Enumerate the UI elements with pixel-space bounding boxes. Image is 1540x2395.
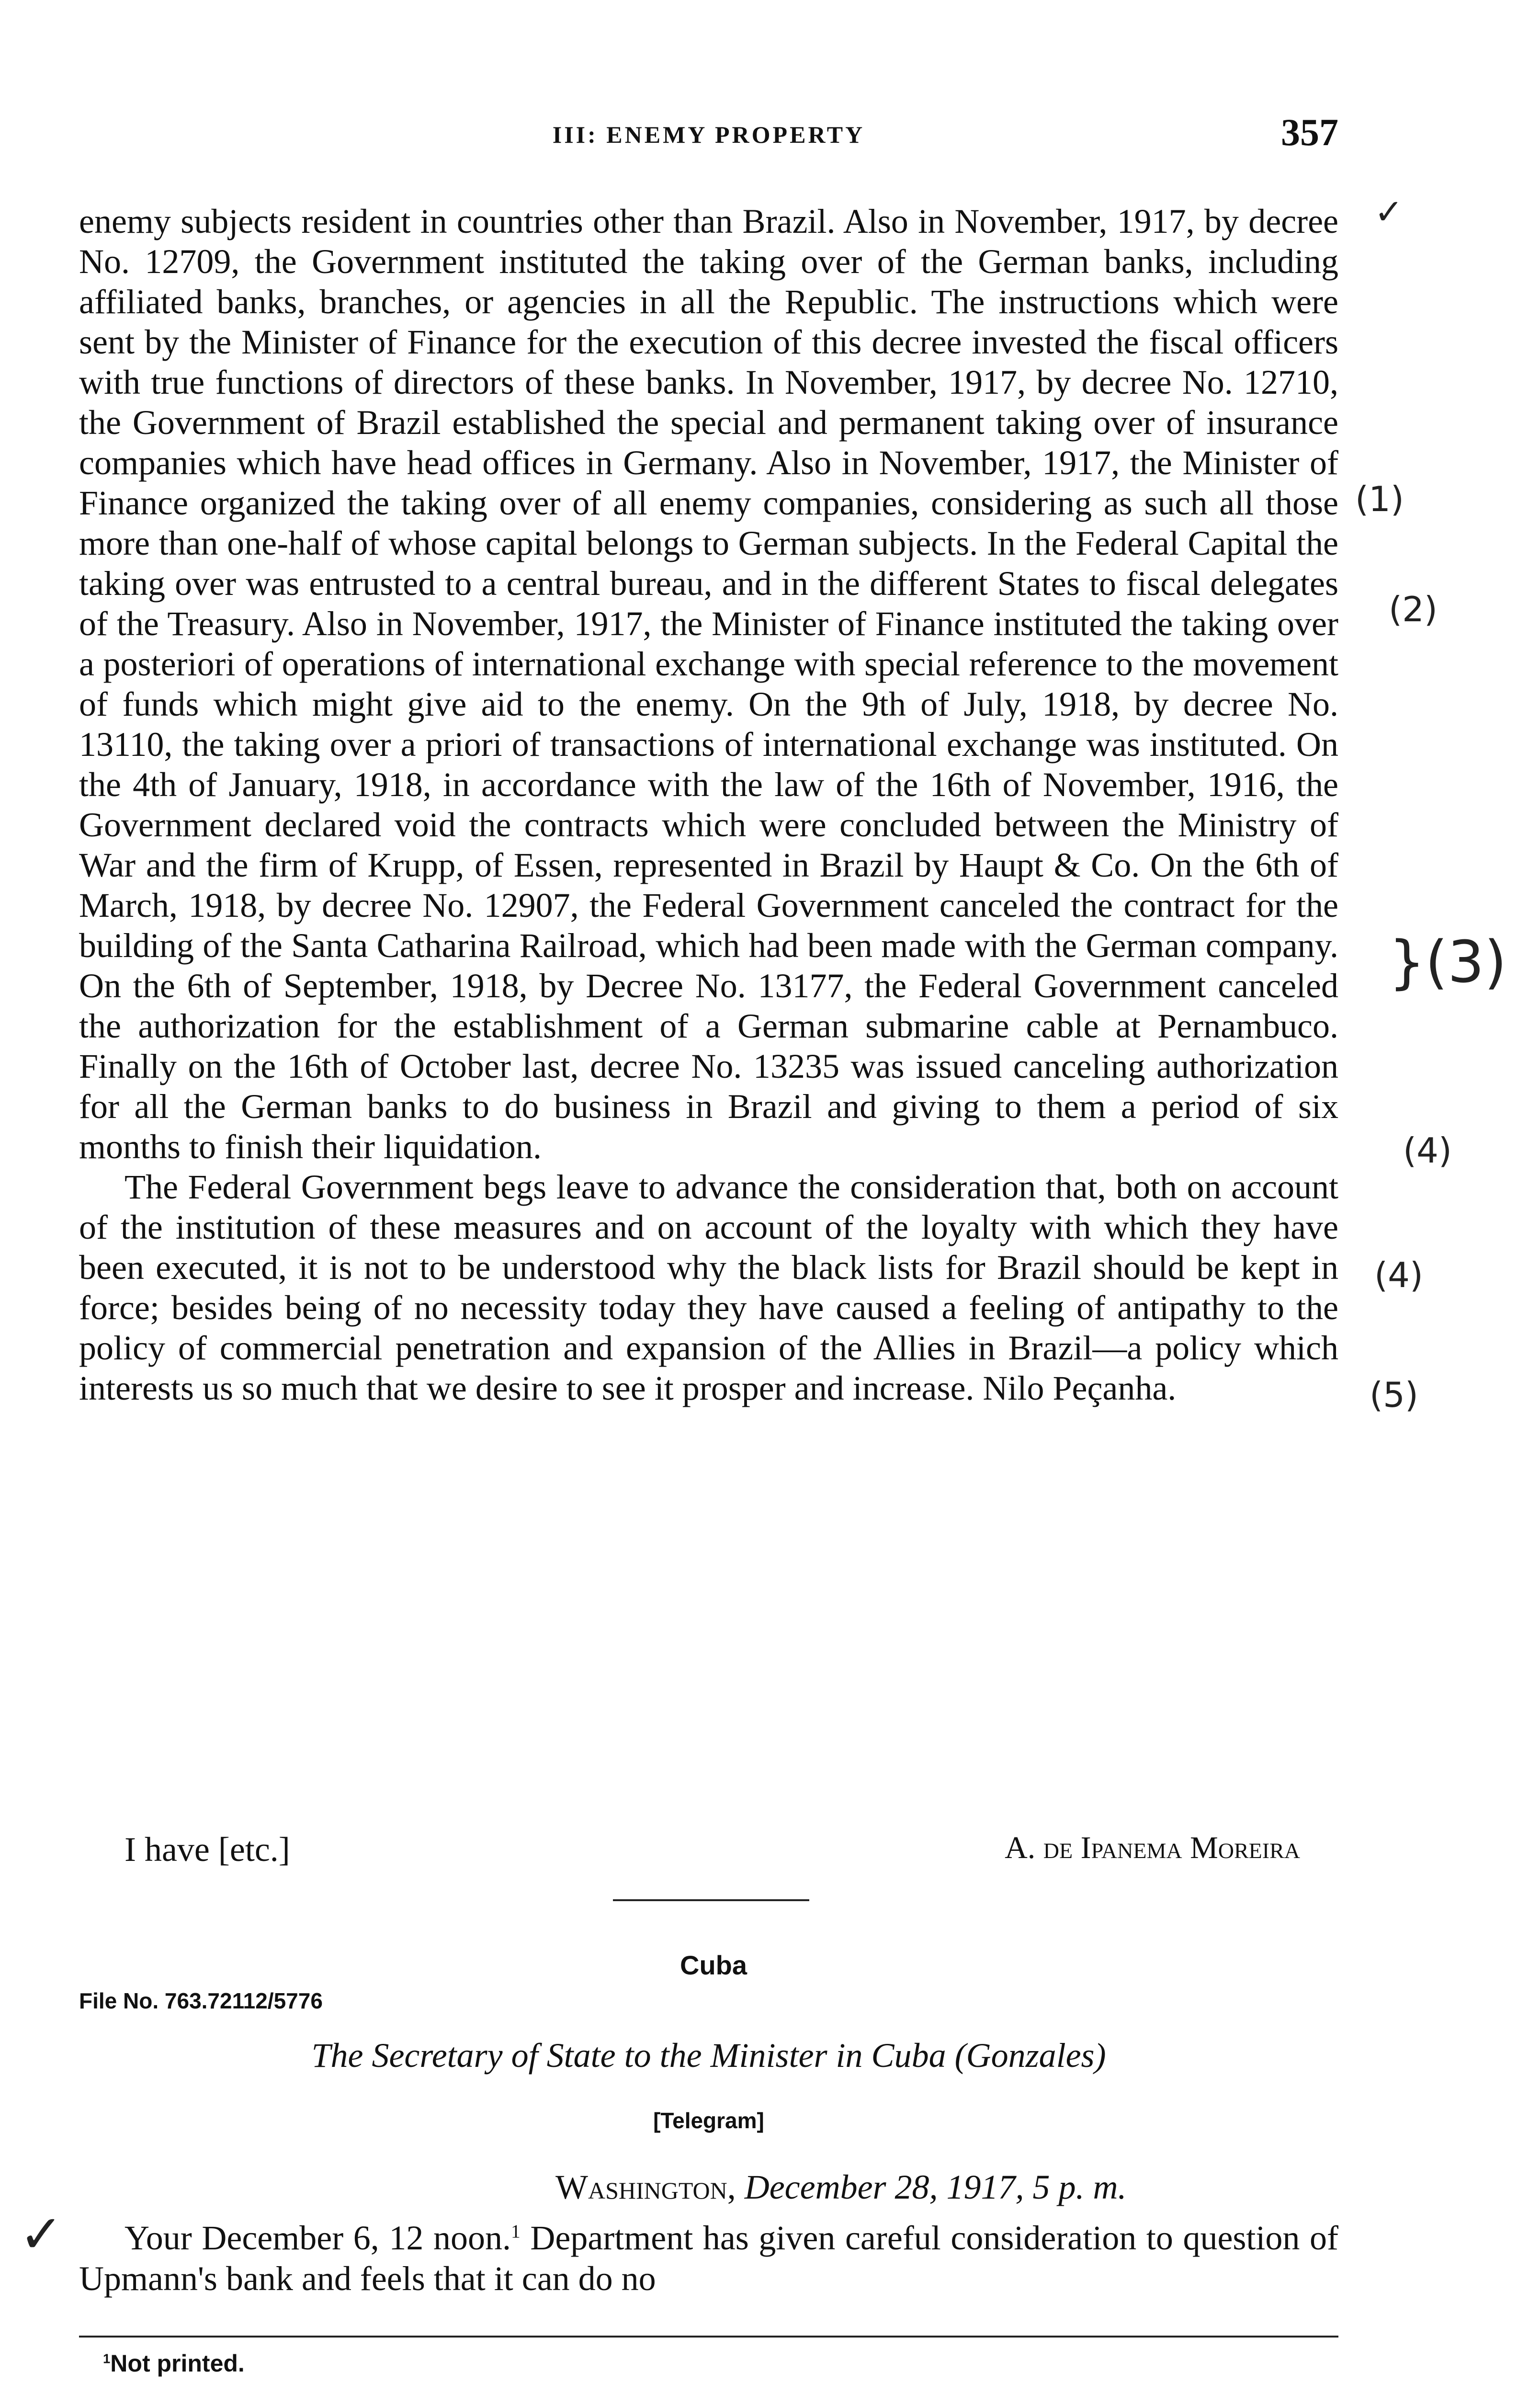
paragraph-consideration: The Federal Government begs leave to advance the consideration that, both on account of the institution of these measures and on account of the loyalty with which they have been executed, it is not to be understood why the black lists for Brazil should be kept in force; besides being of no necessity today they have caused a feeling of antipathy to the policy of commercial penetration and expansion of the Allies in Brazil—a policy which interests us so much that we desire to see it prosper and increase. Nilo Peçanha.	[79, 1168, 1338, 1407]
running-header	[79, 114, 1338, 167]
margin-note-4b: (4)	[1374, 1255, 1423, 1295]
footnote-mark: 1	[103, 2351, 111, 2366]
body-text	[79, 201, 1338, 1408]
section-divider	[613, 1899, 809, 1901]
margin-check-mark: ✓	[1374, 192, 1404, 232]
telegram-label: [Telegram]	[653, 2108, 764, 2133]
telegram-text-start: Your December 6, 12 noon.	[125, 2219, 511, 2257]
signature: A. de Ipanema Moreira	[1005, 1830, 1300, 1865]
dateline	[555, 2167, 1127, 2207]
running-title: III: ENEMY PROPERTY	[552, 121, 865, 148]
telegram-paragraph	[79, 2218, 1338, 2299]
salutation: I have [etc.]	[125, 1830, 290, 1869]
footnote-reference: 1	[510, 2221, 521, 2242]
margin-note-5: (5)	[1370, 1375, 1418, 1415]
document-title	[79, 2036, 1338, 2076]
margin-note-1: (1)	[1355, 479, 1404, 519]
document-title-name: (Gonzales)	[954, 2036, 1106, 2075]
footnote-divider	[79, 2336, 1338, 2338]
footnote	[103, 2349, 245, 2377]
document-title-text: The Secretary of State to the Minister in Cuba	[311, 2036, 946, 2075]
margin-check-mark-2: ✓	[19, 2203, 64, 2265]
section-heading: Cuba	[680, 1950, 747, 1980]
dateline-date: December 28, 1917, 5 p. m.	[744, 2168, 1127, 2206]
margin-note-2: (2)	[1389, 589, 1438, 629]
file-number: File No. 763.72112/5776	[79, 1988, 323, 2013]
paragraph-continued: enemy subjects resident in countries other than Brazil. Also in November, 1917, by decree No. 12709, the Government instituted the taking over of the German banks, including affiliated banks, branches, or agencies in all the Republic. The instructions which were sent by the Minister of Finance for the execution of this decree invested the fiscal officers with true functions of directors of these banks. In November, 1917, by decree No. 12710, the Government of Brazil established the special and permanent taking over of insurance companies which have head offices in Germany. Also in November, 1917, the Minister of Finance organized the taking over of all enemy companies, considering as such all those more than one-half of whose capital belongs to German subjects. In the Federal Capital the taking over was entrusted to a central bureau, and in the different States to fiscal delegates of the Treasury. Also in November, 1917, the Minister of Finance instituted the taking over a posteriori of operations of international exchange with special reference to the movement of funds which might give aid to the enemy. On the 9th of July, 1918, by decree No. 13110, the taking over a priori of transactions of international exchange was instituted. On the 4th of January, 1918, in accordance with the law of the 16th of November, 1916, the Government declared void the contracts which were concluded between the Ministry of War and the firm of Krupp, of Essen, represented in Brazil by Haupt & Co. On the 6th of March, 1918, by decree No. 12907, the Federal Government canceled the contract for the building of the Santa Catharina Railroad, which had been made with the German company. On the 6th of September, 1918, by Decree No. 13177, the Federal Government canceled the authorization for the establishment of a German submarine cable at Pernambuco. Finally on the 16th of October last, decree No. 13235 was issued canceling authorization for all the German banks to do business in Brazil and giving to them a period of six months to finish their liquidation.	[79, 202, 1338, 1166]
footnote-text: Not printed.	[110, 2350, 245, 2377]
margin-note-3: }(3)	[1389, 929, 1507, 996]
page-number: 357	[1281, 112, 1338, 154]
dateline-place: Washington,	[555, 2168, 736, 2206]
telegram-text	[79, 2218, 1338, 2299]
closing-row	[79, 1830, 1338, 1878]
margin-note-4: (4)	[1403, 1130, 1452, 1171]
telegram-text-rest: Department has given careful consideration to question of Upmann's bank and feels that it can do no	[79, 2219, 1339, 2298]
